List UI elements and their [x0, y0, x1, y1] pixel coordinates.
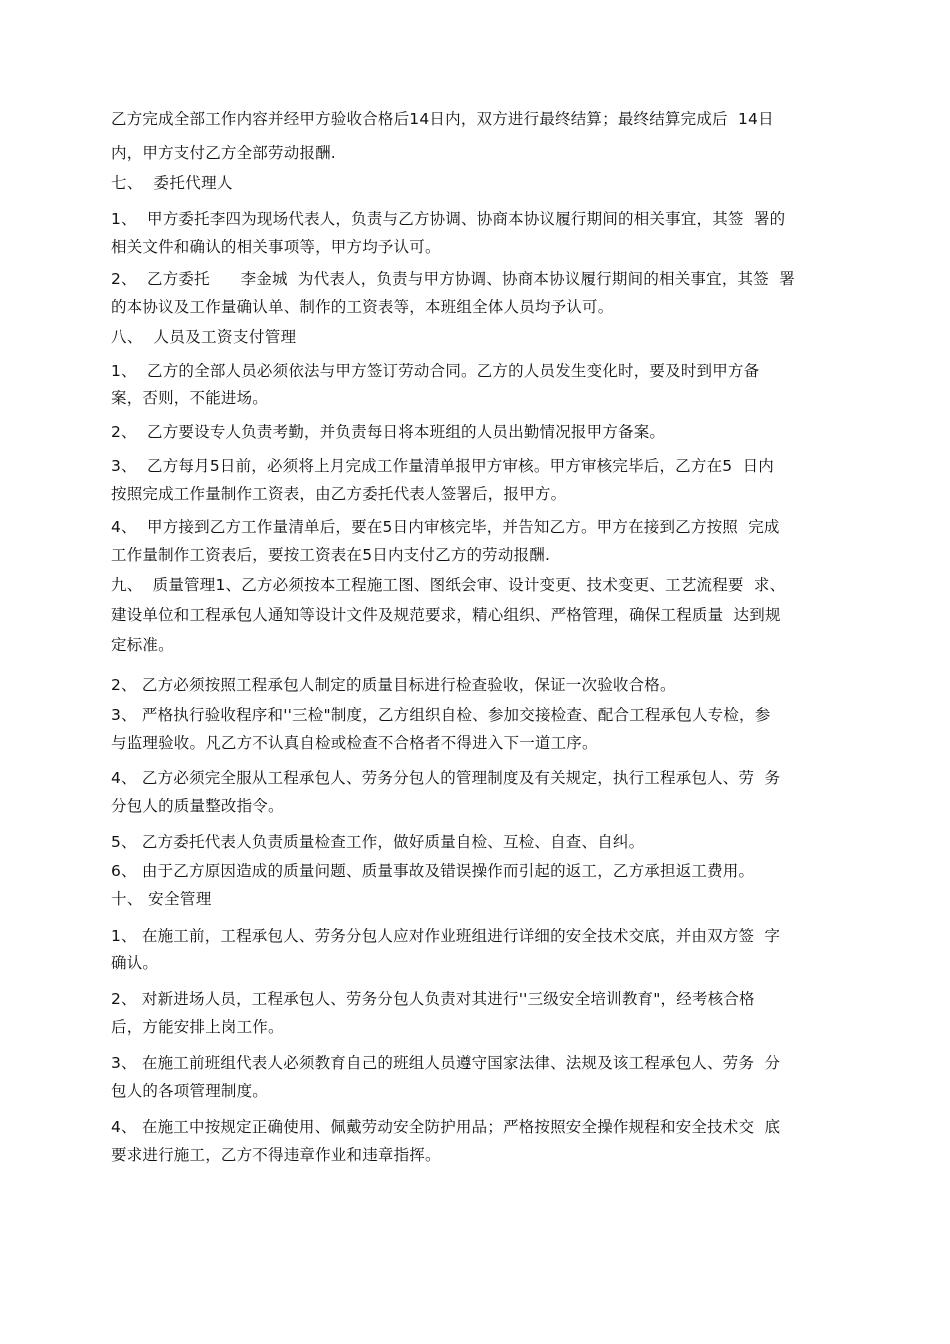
text-line: 1、 甲方委托李四为现场代表人，负责与乙方协调、协商本协议履行期间的相关事宜，其签 署的: [111, 210, 786, 228]
section-heading: 九、 质量管理1、乙方必须按本工程施工图、图纸会审、设计变更、技术变更、工艺流程要 求、: [111, 576, 786, 594]
text-line: 4、 乙方必须完全服从工程承包人、劳务分包人的管理制度及有关规定，执行工程承包人、劳 务: [111, 769, 781, 787]
text-line: 包人的各项管理制度。: [111, 1082, 269, 1100]
text-line: 按照完成工作量制作工资表，由乙方委托代表人签署后，报甲方。: [111, 485, 567, 503]
text-line: 1、 乙方的全部人员必须依法与甲方签订劳动合同。乙方的人员发生变化时，要及时到甲方备: [111, 362, 760, 380]
text-line: 案，否则，不能进场。: [111, 389, 269, 407]
text-line: 与监理验收。凡乙方不认真自检或检查不合格者不得进入下一道工序。: [111, 734, 598, 752]
text-line: 4、 在施工中按规定正确使用、佩戴劳动安全防护用品；严格按照安全操作规程和安全技术交 底: [111, 1118, 781, 1136]
text-line: 分包人的质量整改指令。: [111, 797, 284, 815]
text-line: 3、 在施工前班组代表人必须教育自己的班组人员遵守国家法律、法规及该工程承包人、劳务 分: [111, 1054, 781, 1072]
text-line: 建设单位和工程承包人通知等设计文件及规范要求，精心组织、严格管理，确保工程质量 达到规: [111, 606, 781, 624]
text-line: 3、 乙方每月5日前，必须将上月完成工作量清单报甲方审核。甲方审核完毕后，乙方在5 日内: [111, 457, 774, 475]
text-line: 确认。: [111, 954, 159, 972]
text-line: 3、 严格执行验收程序和''三检"制度，乙方组织自检、参加交接检查、配合工程承包人专检，参: [111, 706, 771, 724]
text-line: 2、 乙方必须按照工程承包人制定的质量目标进行检查验收，保证一次验收合格。: [111, 676, 676, 694]
text-line: 5、 乙方委托代表人负责质量检查工作，做好质量自检、互检、自查、自纠。: [111, 833, 645, 851]
text-line: 乙方完成全部工作内容并经甲方验收合格后14日内，双方进行最终结算；最终结算完成后 14日: [111, 110, 774, 128]
text-line: 1、 在施工前，工程承包人、劳务分包人应对作业班组进行详细的安全技术交底，并由双方签 字: [111, 927, 781, 945]
text-line: 后，方能安排上岗工作。: [111, 1018, 284, 1036]
section-heading: 八、 人员及工资支付管理: [111, 328, 297, 346]
section-heading: 十、 安全管理: [111, 890, 212, 908]
text-line: 工作量制作工资表后，要按工资表在5日内支付乙方的劳动报酬.: [111, 546, 551, 564]
text-line: 4、 甲方接到乙方工作量清单后，要在5日内审核完毕，并告知乙方。甲方在接到乙方按照 完成: [111, 518, 780, 536]
text-line: 2、 乙方委托 李金城 为代表人，负责与甲方协调、协商本协议履行期间的相关事宜，其签 署: [111, 270, 795, 288]
text-line: 定标准。: [111, 636, 174, 654]
text-line: 6、 由于乙方原因造成的质量问题、质量事故及错误操作而引起的返工，乙方承担返工费用。: [111, 862, 755, 880]
text-line: 的本协议及工作量确认单、制作的工资表等，本班组全体人员均予认可。: [111, 298, 614, 316]
section-heading: 七、 委托代理人: [111, 174, 233, 192]
text-line: 2、 乙方要设专人负责考勤，并负责每日将本班组的人员出勤情况报甲方备案。: [111, 423, 666, 441]
text-line: 相关文件和确认的相关事项等，甲方均予认可。: [111, 238, 441, 256]
text-line: 要求进行施工，乙方不得违章作业和违章指挥。: [111, 1146, 441, 1164]
text-line: 内，甲方支付乙方全部劳动报酬.: [111, 144, 336, 162]
text-line: 2、 对新进场人员，工程承包人、劳务分包人负责对其进行''三级安全培训教育"，经考核合格: [111, 990, 755, 1008]
